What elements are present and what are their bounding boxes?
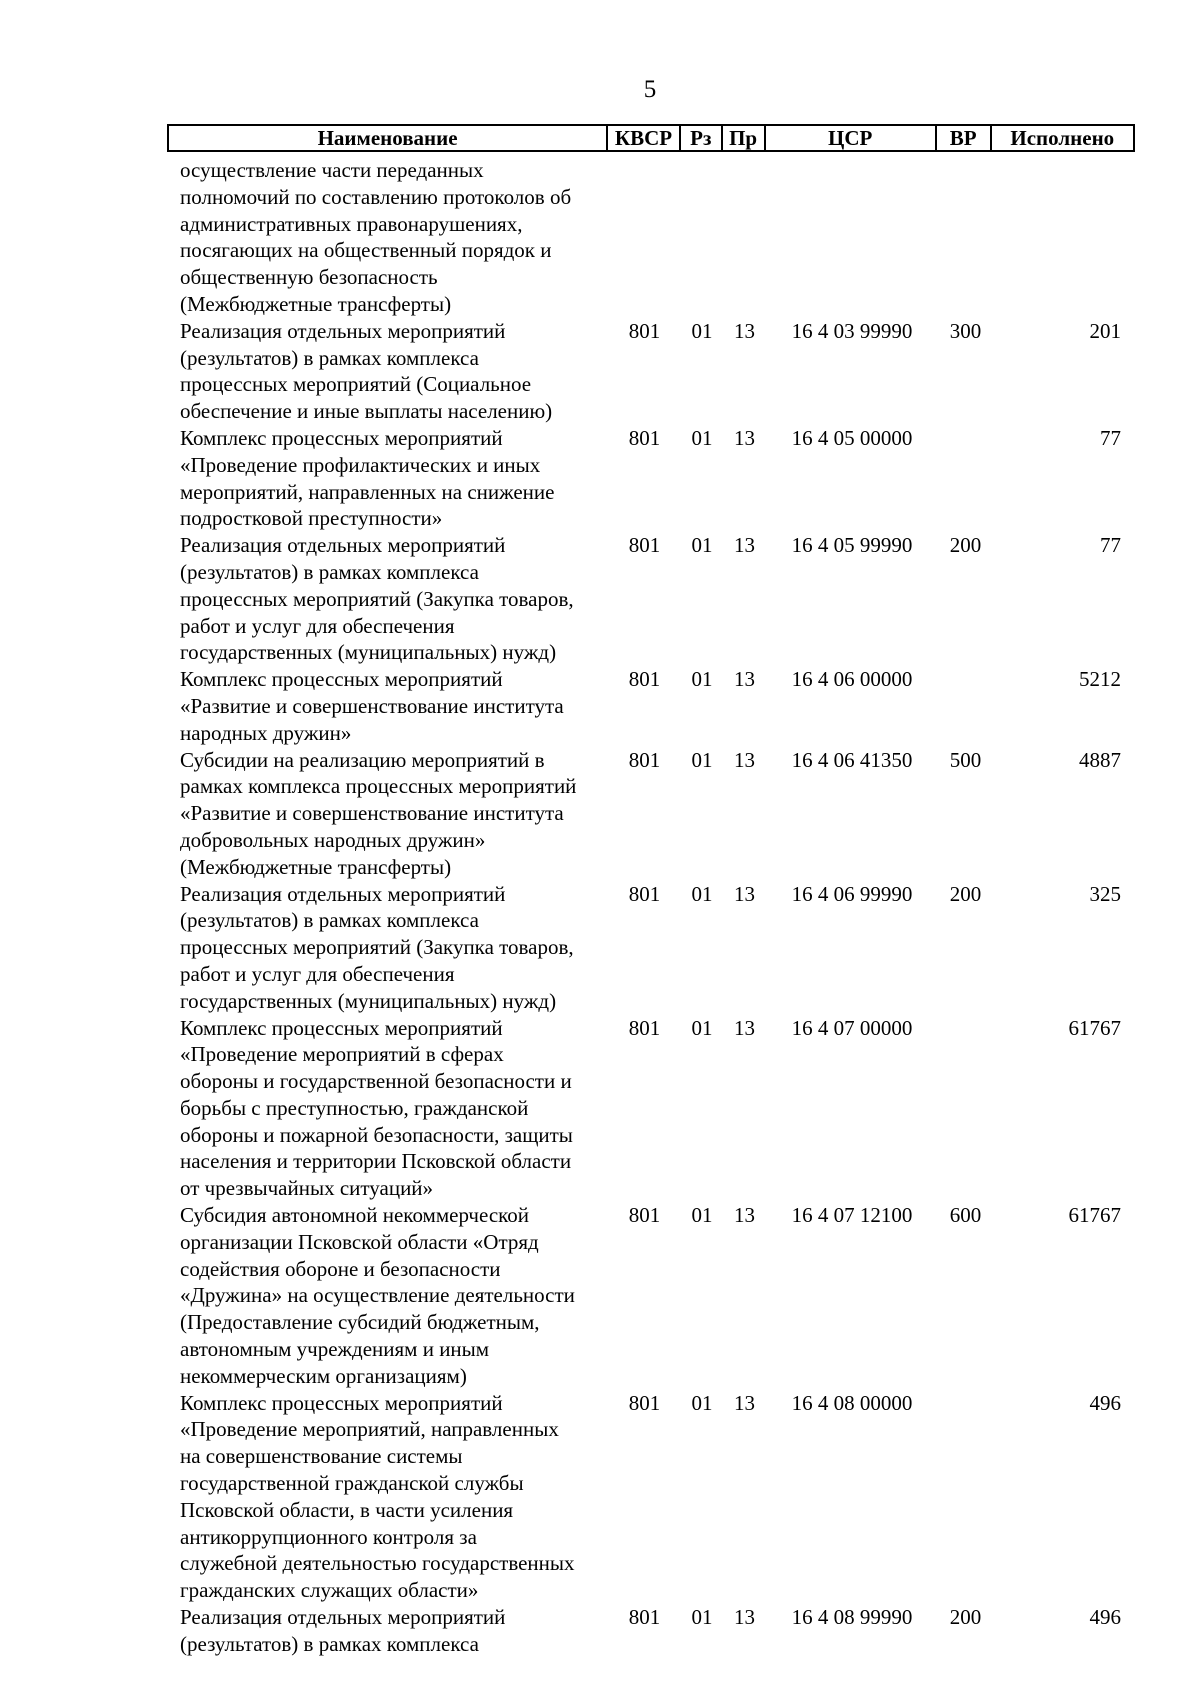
row-vr: 500 [949, 747, 982, 772]
table-row [167, 532, 1135, 666]
row-pr: 13 [734, 667, 755, 692]
table-row [167, 1390, 1135, 1604]
row-executed: 77 [1100, 533, 1121, 558]
row-name: Реализация отдельных мероприятий (результатов) в рамках комплекса процессных мероприятий (Закупка товаров, работ и услуг для обеспечения государственных (муниципальных) нужд) [180, 533, 574, 665]
row-vr [938, 425, 993, 532]
row-csr: 16 4 08 99990 [791, 1605, 913, 1630]
row-kvsr [608, 157, 681, 318]
row-name: Комплекс процессных мероприятий «Развитие и совершенствование института народных дружин» [180, 667, 564, 745]
row-csr: 16 4 05 00000 [791, 425, 913, 450]
table-row [167, 666, 1135, 746]
row-kvsr: 801 [628, 533, 661, 558]
row-vr [938, 157, 993, 318]
row-vr: 600 [949, 1203, 982, 1228]
header-vr: ВР [937, 126, 992, 150]
row-name: Реализация отдельных мероприятий (результатов) в рамках комплекса [180, 1605, 506, 1656]
row-name: Комплекс процессных мероприятий «Проведение мероприятий в сферах обороны и государственной безопасности и борьбы с преступностью, гражданской обороны и пожарной безопасности, защиты населения и территории Псковской области от чрезвычайных ситуаций» [180, 1015, 573, 1201]
header-pr: Пр [723, 126, 766, 150]
row-executed: 496 [1089, 1605, 1121, 1630]
table-row [167, 747, 1135, 881]
row-pr: 13 [734, 318, 755, 343]
row-kvsr: 801 [628, 425, 661, 450]
row-pr: 13 [734, 1605, 755, 1630]
row-name: Субсидия автономной некоммерческой организации Псковской области «Отряд содействия обороне и безопасности «Дружина» на осуществление деятельности (Предоставление субсидий бюджетным, автономным учреждениям и иным некоммерческим организациям) [180, 1203, 575, 1388]
row-csr: 16 4 06 00000 [791, 667, 913, 692]
row-vr [938, 1390, 993, 1604]
table-body [167, 157, 1135, 1658]
row-vr: 200 [949, 1605, 982, 1630]
row-csr: 16 4 07 00000 [791, 1015, 913, 1040]
row-vr: 300 [949, 318, 982, 343]
row-csr: 16 4 05 99990 [791, 533, 913, 558]
row-vr [938, 1015, 993, 1203]
row-pr: 13 [734, 747, 755, 772]
row-rz [681, 157, 723, 318]
row-name: Субсидии на реализацию мероприятий в рамках комплекса процессных мероприятий «Развитие и совершенствование института добровольных народных дружин» (Межбюджетные трансферты) [180, 747, 577, 879]
table-row [167, 318, 1135, 425]
row-kvsr: 801 [628, 1605, 661, 1630]
row-executed [993, 157, 1135, 318]
row-executed: 201 [1089, 318, 1121, 343]
row-rz: 01 [691, 1015, 713, 1040]
row-executed: 4887 [1079, 747, 1121, 772]
row-rz: 01 [691, 881, 713, 906]
row-pr: 13 [734, 533, 755, 558]
row-name: Реализация отдельных мероприятий (результатов) в рамках комплекса процессных мероприятий (Закупка товаров, работ и услуг для обеспечения государственных (муниципальных) нужд) [180, 881, 574, 1013]
header-executed: Исполнено [1010, 125, 1115, 150]
row-kvsr: 801 [628, 1203, 661, 1228]
row-pr [723, 157, 766, 318]
row-executed: 325 [1089, 881, 1121, 906]
header-name: Наименование [169, 126, 608, 150]
row-executed: 496 [1089, 1390, 1121, 1415]
row-pr: 13 [734, 425, 755, 450]
row-kvsr: 801 [628, 881, 661, 906]
row-rz: 01 [691, 1203, 713, 1228]
row-pr: 13 [734, 1203, 755, 1228]
table-header [167, 124, 1135, 152]
row-executed: 61767 [1068, 1015, 1121, 1040]
row-rz: 01 [691, 747, 713, 772]
row-rz: 01 [691, 533, 713, 558]
row-vr: 200 [949, 533, 982, 558]
row-csr: 16 4 03 99990 [791, 318, 913, 343]
row-kvsr: 801 [628, 1390, 661, 1415]
row-kvsr: 801 [628, 667, 661, 692]
table-row [167, 881, 1135, 1015]
table-row [167, 1015, 1135, 1203]
row-executed: 77 [1100, 425, 1121, 450]
row-csr: 16 4 07 12100 [791, 1203, 913, 1228]
row-csr [766, 157, 938, 318]
row-csr: 16 4 06 99990 [791, 881, 913, 906]
row-name: Комплекс процессных мероприятий «Проведение мероприятий, направленных на совершенствование системы государственной гражданской службы Псковской области, в части усиления антикоррупционного контроля за служебной деятельностью государственных гражданских служащих области» [180, 1390, 575, 1603]
row-pr: 13 [734, 881, 755, 906]
table-row [167, 1202, 1135, 1390]
row-executed: 5212 [1079, 667, 1121, 692]
row-name: осуществление части переданных полномочий по составлению протоколов об административных правонарушениях, посягающих на общественный порядок и общественную безопасность (Межбюджетные трансферты) [180, 158, 572, 316]
table-row [167, 1604, 1135, 1658]
row-csr: 16 4 06 41350 [791, 747, 913, 772]
row-csr: 16 4 08 00000 [791, 1390, 913, 1415]
row-pr: 13 [734, 1015, 755, 1040]
table-row [167, 425, 1135, 532]
row-rz: 01 [691, 425, 713, 450]
header-csr: ЦСР [766, 126, 937, 150]
row-name: Реализация отдельных мероприятий (результатов) в рамках комплекса процессных мероприятий (Социальное обеспечение и иные выплаты населению) [180, 318, 553, 424]
row-vr: 200 [949, 881, 982, 906]
row-vr [938, 666, 993, 746]
row-executed: 61767 [1068, 1203, 1121, 1228]
row-name: Комплекс процессных мероприятий «Проведение профилактических и иных мероприятий, направленных на снижение подростковой преступности» [180, 425, 555, 531]
row-rz: 01 [691, 1390, 713, 1415]
header-kvsr: КВСР [608, 126, 681, 150]
row-kvsr: 801 [628, 318, 661, 343]
row-kvsr: 801 [628, 1015, 661, 1040]
page-number: 5 [643, 76, 657, 103]
row-rz: 01 [691, 318, 713, 343]
row-rz: 01 [691, 1605, 713, 1630]
table-row [167, 157, 1135, 318]
row-kvsr: 801 [628, 747, 661, 772]
row-pr: 13 [734, 1390, 755, 1415]
header-rz: Рз [681, 126, 723, 150]
row-rz: 01 [691, 667, 713, 692]
